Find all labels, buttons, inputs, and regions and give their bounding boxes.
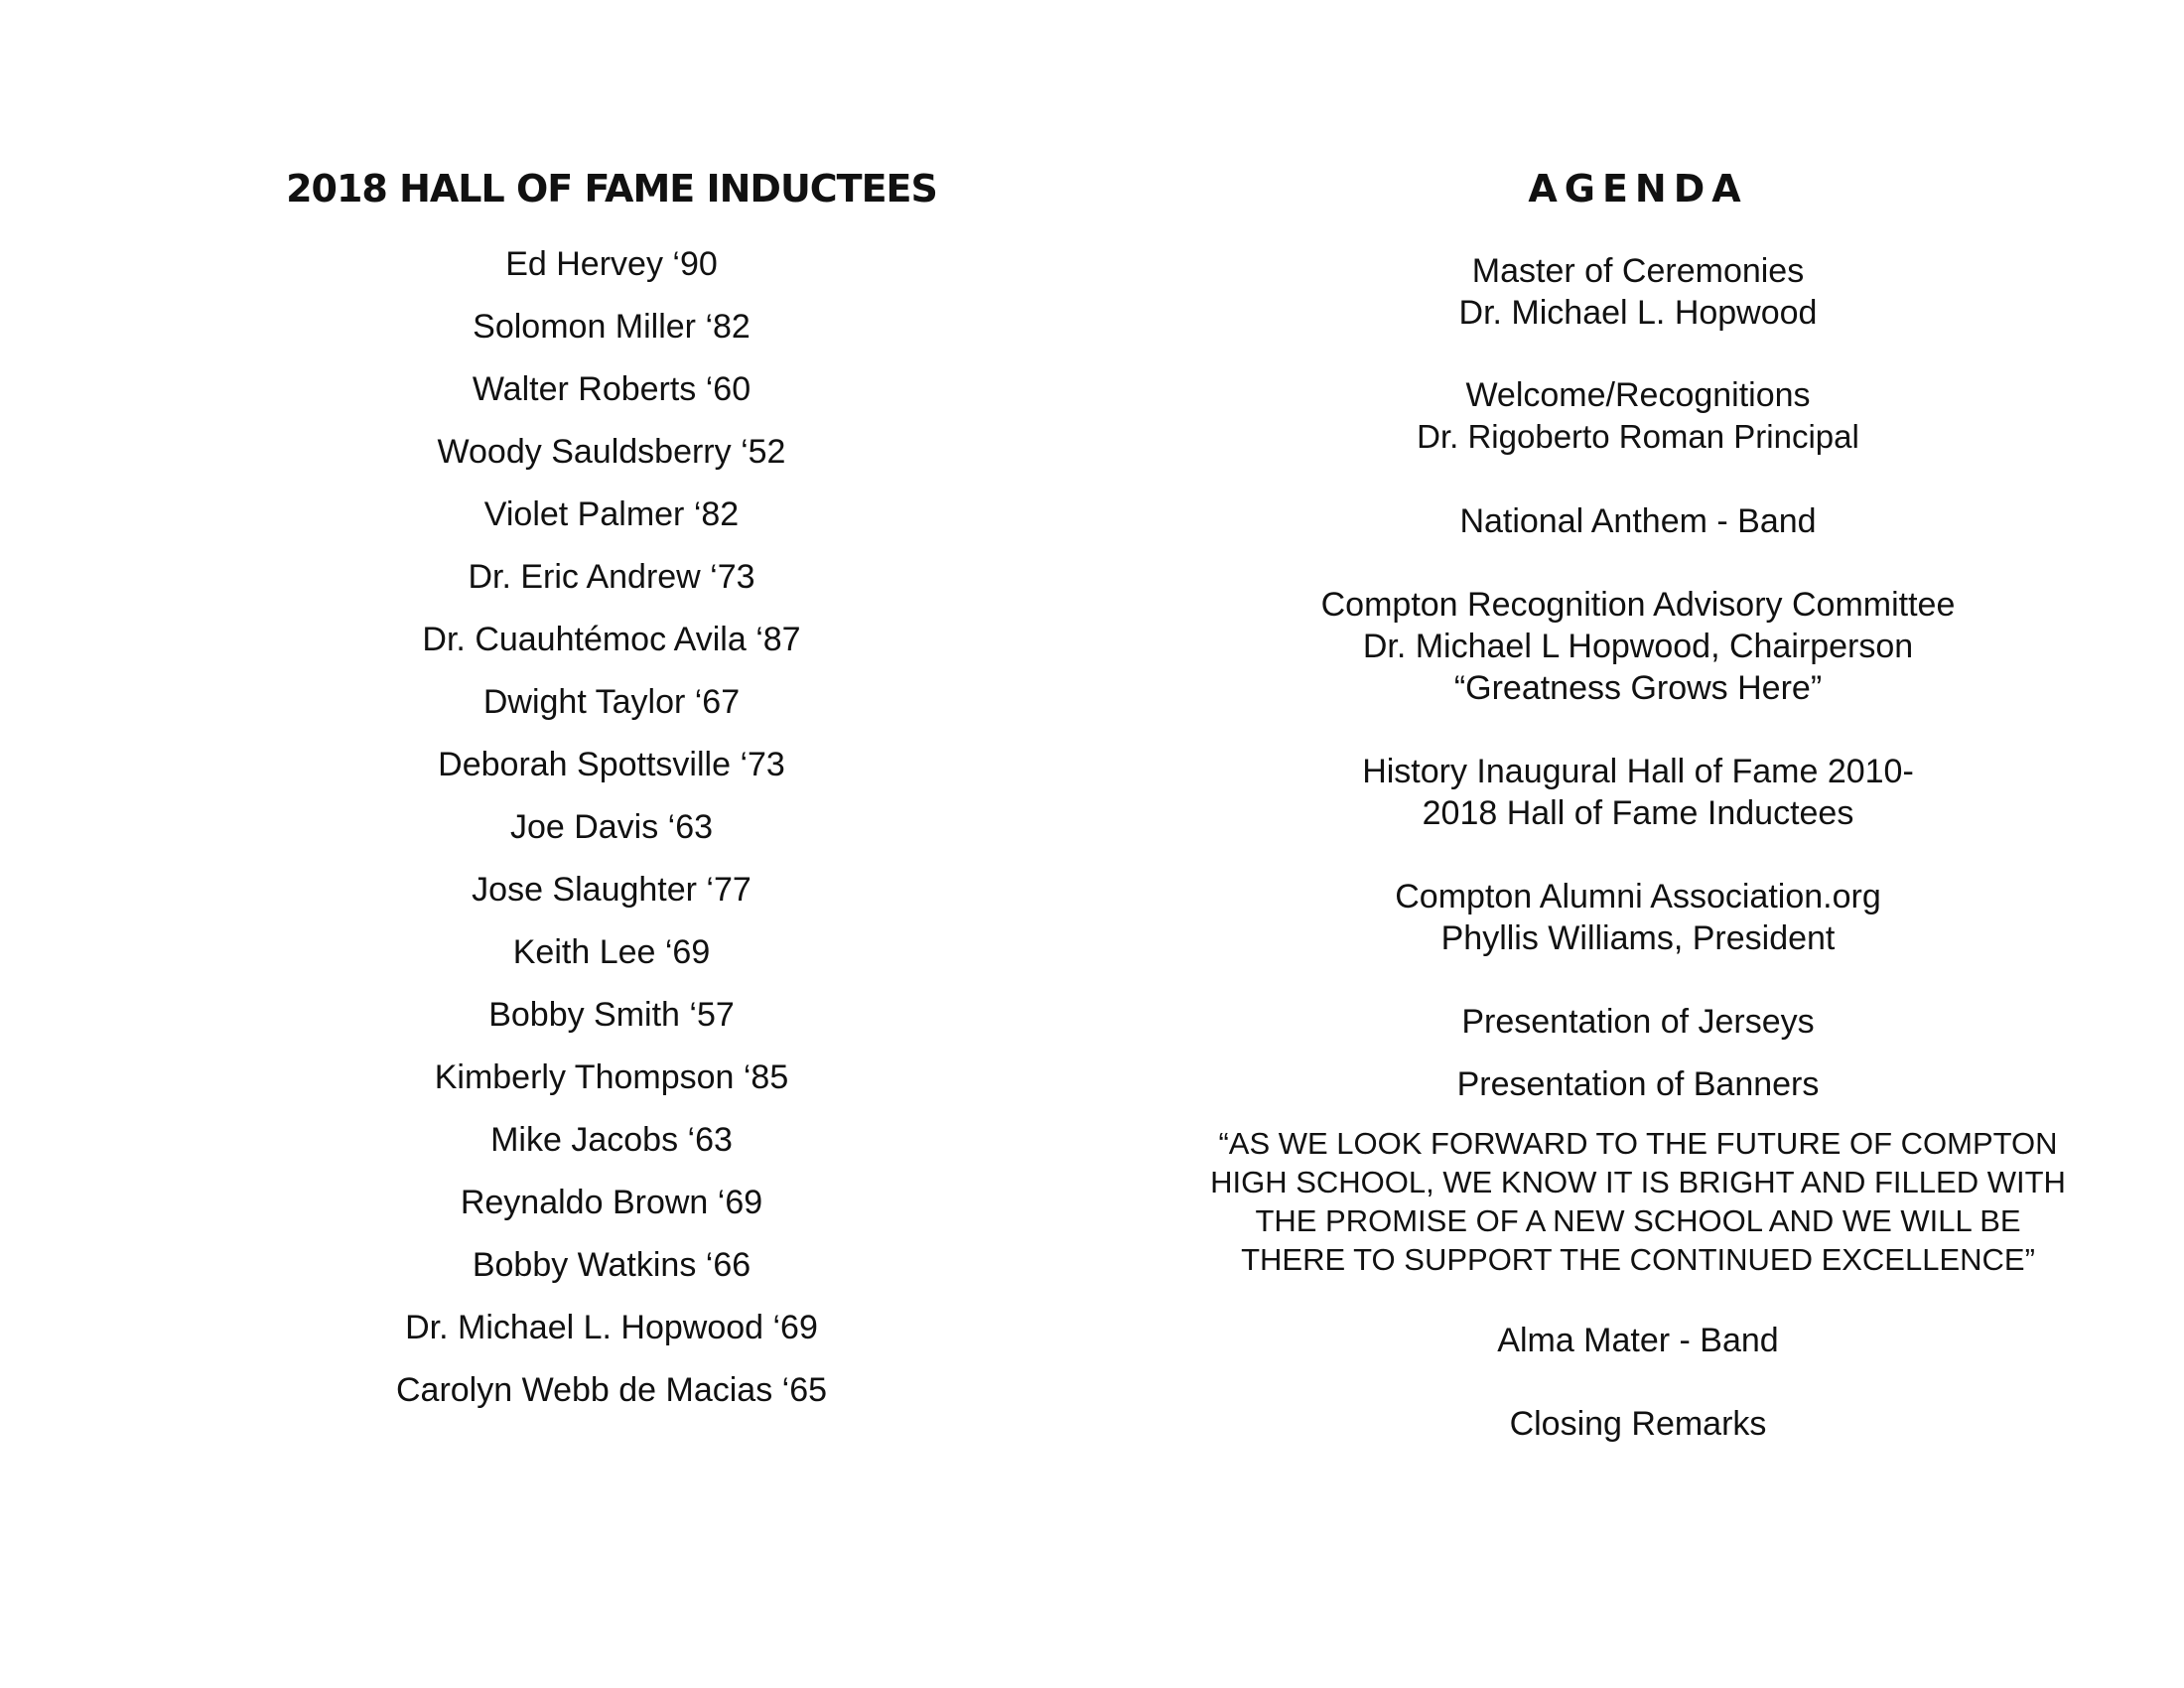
agenda-item: Compton Alumni Association.org: [1395, 878, 1881, 915]
inductee-item: Reynaldo Brown ‘69: [460, 1184, 763, 1221]
inductee-item: Bobby Watkins ‘66: [472, 1246, 751, 1284]
inductee-item: Walter Roberts ‘60: [472, 370, 751, 408]
agenda-item: Compton Recognition Advisory Committee: [1320, 586, 1956, 624]
inductees-heading: 2018 HALL OF FAME INDUCTEES: [286, 167, 937, 211]
inductee-item: Solomon Miller ‘82: [473, 308, 751, 346]
inductee-item: Violet Palmer ‘82: [483, 495, 740, 533]
inductee-item: Bobby Smith ‘57: [488, 996, 735, 1034]
inductee-item: Jose Slaughter ‘77: [472, 871, 751, 909]
agenda-heading: AGENDA: [1528, 167, 1748, 211]
agenda-item: Presentation of Jerseys: [1461, 1003, 1815, 1041]
agenda-item: Alma Mater - Band: [1497, 1322, 1779, 1359]
quote-line: THERE TO SUPPORT THE CONTINUED EXCELLENCE”: [1241, 1242, 2035, 1277]
inductee-item: Joe Davis ‘63: [509, 808, 714, 846]
inductee-item: Dr. Cuauhtémoc Avila ‘87: [422, 621, 801, 658]
agenda-item: Closing Remarks: [1509, 1405, 1767, 1443]
agenda-item: Dr. Michael L. Hopwood: [1458, 294, 1818, 332]
inductee-item: Dr. Michael L. Hopwood ‘69: [405, 1309, 818, 1346]
inductee-item: Deborah Spottsville ‘73: [438, 746, 785, 783]
quote-line: HIGH SCHOOL, WE KNOW IT IS BRIGHT AND FILLED WITH: [1210, 1165, 2066, 1199]
agenda-item: “Greatness Grows Here”: [1453, 669, 1823, 707]
inductee-item: Kimberly Thompson ‘85: [434, 1058, 789, 1096]
agenda-item: Dr. Michael L Hopwood, Chairperson: [1362, 628, 1914, 665]
inductee-item: Carolyn Webb de Macias ‘65: [395, 1371, 828, 1409]
inductee-item: Ed Hervey ‘90: [505, 245, 718, 283]
inductee-item: Woody Sauldsberry ‘52: [437, 433, 786, 471]
agenda-item: Presentation of Banners: [1456, 1065, 1820, 1103]
inductee-item: Mike Jacobs ‘63: [490, 1121, 733, 1159]
agenda-item: National Anthem - Band: [1459, 502, 1817, 540]
inductee-item: Keith Lee ‘69: [512, 933, 711, 971]
agenda-item: History Inaugural Hall of Fame 2010-: [1362, 753, 1914, 790]
inductee-item: Dwight Taylor ‘67: [482, 683, 741, 721]
quote-line: THE PROMISE OF A NEW SCHOOL AND WE WILL BE: [1255, 1203, 2021, 1238]
agenda-item: Phyllis Williams, President: [1440, 919, 1836, 957]
agenda-item: Dr. Rigoberto Roman Principal: [1417, 418, 1859, 455]
inductee-item: Dr. Eric Andrew ‘73: [468, 558, 755, 596]
quote-line: “AS WE LOOK FORWARD TO THE FUTURE OF COMPTON: [1218, 1126, 2058, 1161]
agenda-item: Master of Ceremonies: [1471, 252, 1805, 290]
agenda-item: Welcome/Recognitions: [1465, 376, 1811, 414]
agenda-item: 2018 Hall of Fame Inductees: [1422, 794, 1854, 832]
